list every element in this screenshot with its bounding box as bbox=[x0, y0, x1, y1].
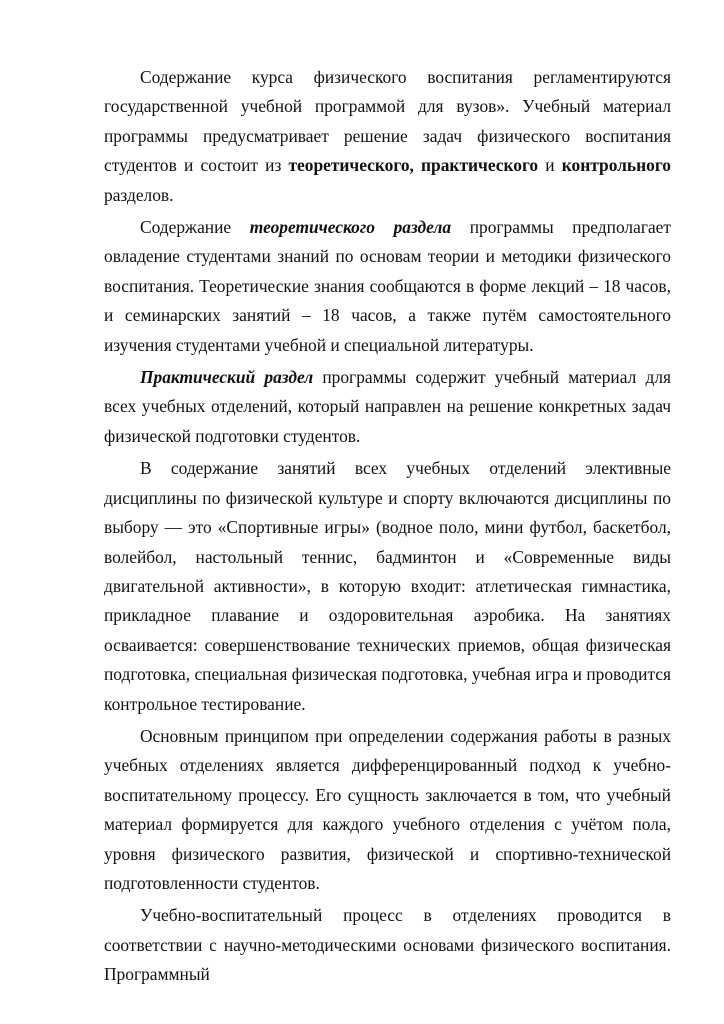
paragraph-theoretical-section: Содержание теоретического раздела программы предполагает овладение студентами знаний по основам теории и методики физического воспитания. Теоретические знания сообщаются в форме лекций – 18 часов, и семинарских занятий – 18 часов, а также путём самостоятельного изучения студентами учебной и специальной литературы. bbox=[104, 217, 671, 355]
paragraph-practical-section: Практический раздел программы содержит учебный материал для всех учебных отделений, который направлен на решение конкретных задач физической подготовки студентов. bbox=[104, 367, 671, 446]
paragraph-elective-disciplines: В содержание занятий всех учебных отделений элективные дисциплины по физической культуре и спорту включаются дисциплины по выбору — это «Спортивные игры» (водное поло, мини футбол, баскетбол, волейбол, настольный теннис, бадминтон и «Современные виды двигательной активности», в которую входит: атлетическая гимнастика, прикладное плавание и оздоровительная аэробика. На занятиях осваивается: совершенствование технических приемов, общая физическая подготовка, специальная физическая подготовка, учебная игра и проводится контрольное тестирование. bbox=[104, 458, 671, 714]
paragraph-course-content: Содержание курса физического воспитания регламентируются государственной учебной программой для вузов». Учебный материал программы предусматривает решение задач физического воспитания студентов и состоит из теоретического, практического и контрольного разделов. bbox=[104, 67, 671, 205]
paragraph-differentiated-approach: Основным принципом при определении содержания работы в разных учебных отделениях является дифференцированный подход к учебно-воспитательному процессу. Его сущность заключается в том, что учебный материал формируется для каждого учебного отделения с учётом пола, уровня физического развития, физической и спортивно-технической подготовленности студентов. bbox=[104, 725, 671, 893]
paragraph-educational-process: Учебно-воспитательный процесс в отделениях проводится в соответствии с научно-методическими основами физического воспитания. Программный bbox=[104, 905, 671, 985]
document-body bbox=[104, 63, 671, 993]
